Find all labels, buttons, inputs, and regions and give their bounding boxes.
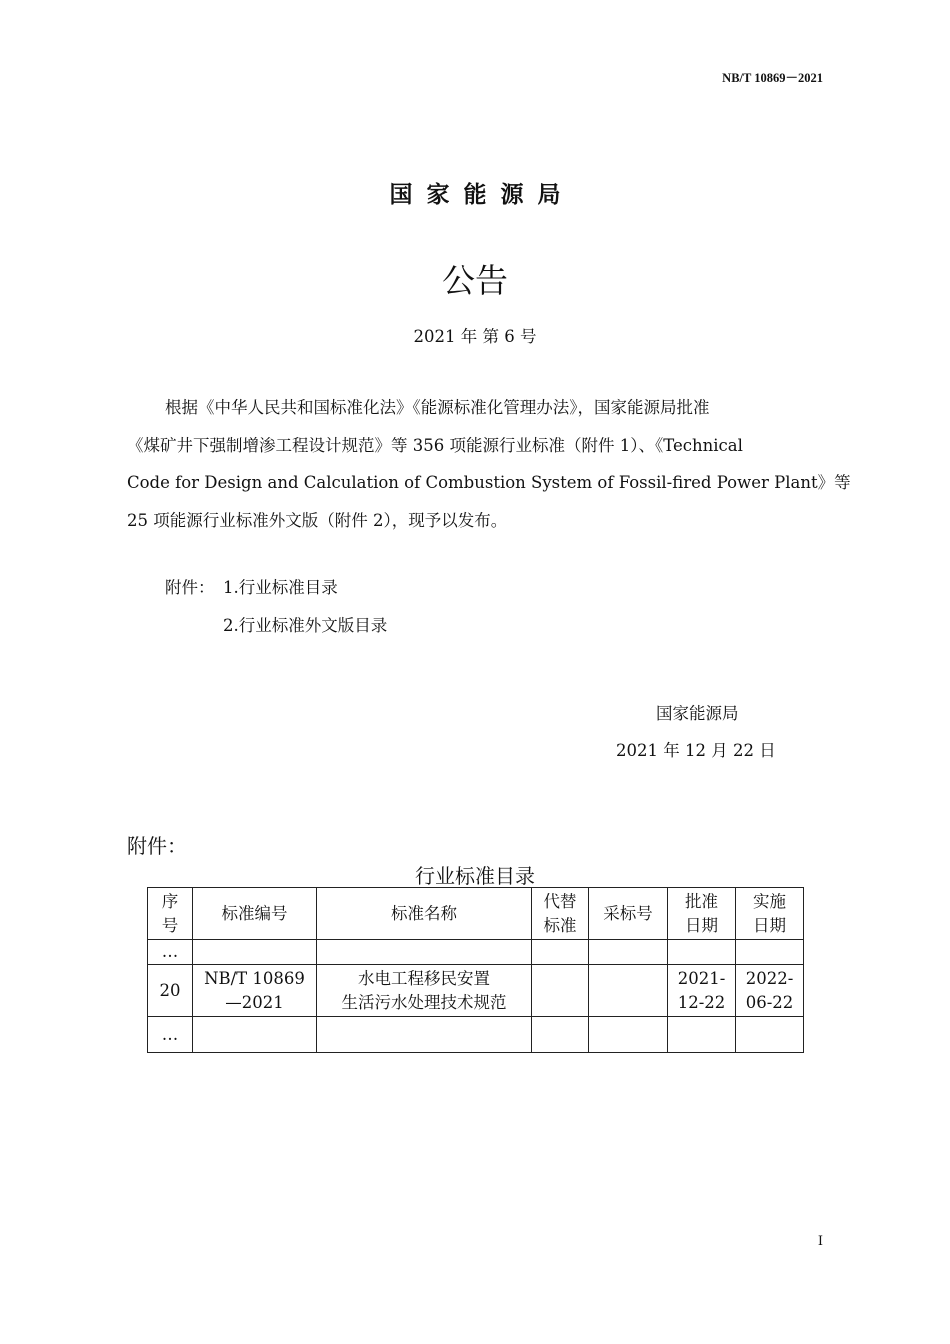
header-cell: 实施 日期 bbox=[736, 888, 804, 940]
standards-table bbox=[147, 887, 804, 1053]
table-cell bbox=[736, 1017, 804, 1053]
document-code: NB/T 10869－2021 bbox=[722, 71, 823, 85]
page-number: I bbox=[817, 1234, 823, 1249]
issue-number: 2021 年 第 6 号 bbox=[413, 327, 537, 346]
table-cell: 2021- 12-22 bbox=[668, 965, 736, 1017]
table-cell bbox=[589, 965, 668, 1017]
table-row bbox=[148, 1017, 804, 1053]
table-cell: 水电工程移民安置 生活污水处理技术规范 bbox=[317, 965, 532, 1017]
table-cell bbox=[589, 1017, 668, 1053]
table-header-row bbox=[148, 888, 804, 940]
table-cell: 2022- 06-22 bbox=[736, 965, 804, 1017]
table-cell bbox=[736, 940, 804, 965]
header-cell: 批准 日期 bbox=[668, 888, 736, 940]
table-cell bbox=[532, 965, 589, 1017]
attachment-item: 1.行业标准目录 bbox=[223, 578, 338, 597]
body-line: 根据《中华人民共和国标准化法》《能源标准化管理办法》，国家能源局批准 bbox=[165, 398, 710, 417]
table-row bbox=[148, 965, 804, 1017]
agency-title: 国家能源局 bbox=[389, 182, 575, 208]
header-cell: 序 号 bbox=[148, 888, 193, 940]
body-line: 《煤矿井下强制增渗工程设计规范》等 356 项能源行业标准（附件 1）、《Technical bbox=[127, 435, 743, 455]
table-cell bbox=[589, 940, 668, 965]
body-line: 25 项能源行业标准外文版（附件 2），现予以发布。 bbox=[127, 511, 508, 531]
header-cell: 代替 标准 bbox=[532, 888, 589, 940]
annex-label: 附件： bbox=[127, 834, 187, 858]
table-cell bbox=[317, 940, 532, 965]
table-cell bbox=[193, 1017, 317, 1053]
header-cell: 标准编号 bbox=[193, 888, 317, 940]
table-cell bbox=[317, 1017, 532, 1053]
notice-title: 公告 bbox=[442, 261, 508, 300]
header-cell: 采标号 bbox=[589, 888, 668, 940]
table-cell bbox=[668, 940, 736, 965]
table-cell: 20 bbox=[148, 965, 193, 1017]
table-cell: … bbox=[148, 1017, 193, 1053]
body-line: Code for Design and Calculation of Combustion System of Fossil-fired Power Plant》等 bbox=[127, 473, 851, 493]
attachment-item: 2.行业标准外文版目录 bbox=[223, 616, 388, 635]
notice-body bbox=[127, 389, 851, 540]
table-cell bbox=[193, 940, 317, 965]
table-title: 行业标准目录 bbox=[415, 864, 535, 888]
attachments-label: 附件： bbox=[165, 578, 215, 597]
table-cell: … bbox=[148, 940, 193, 965]
table-cell bbox=[532, 1017, 589, 1053]
table-row bbox=[148, 940, 804, 965]
table-cell: NB/T 10869 —2021 bbox=[193, 965, 317, 1017]
header-cell: 标准名称 bbox=[317, 888, 532, 940]
signature-org: 国家能源局 bbox=[656, 704, 739, 723]
table-cell bbox=[532, 940, 589, 965]
signature-date: 2021 年 12 月 22 日 bbox=[616, 741, 776, 760]
table-cell bbox=[668, 1017, 736, 1053]
